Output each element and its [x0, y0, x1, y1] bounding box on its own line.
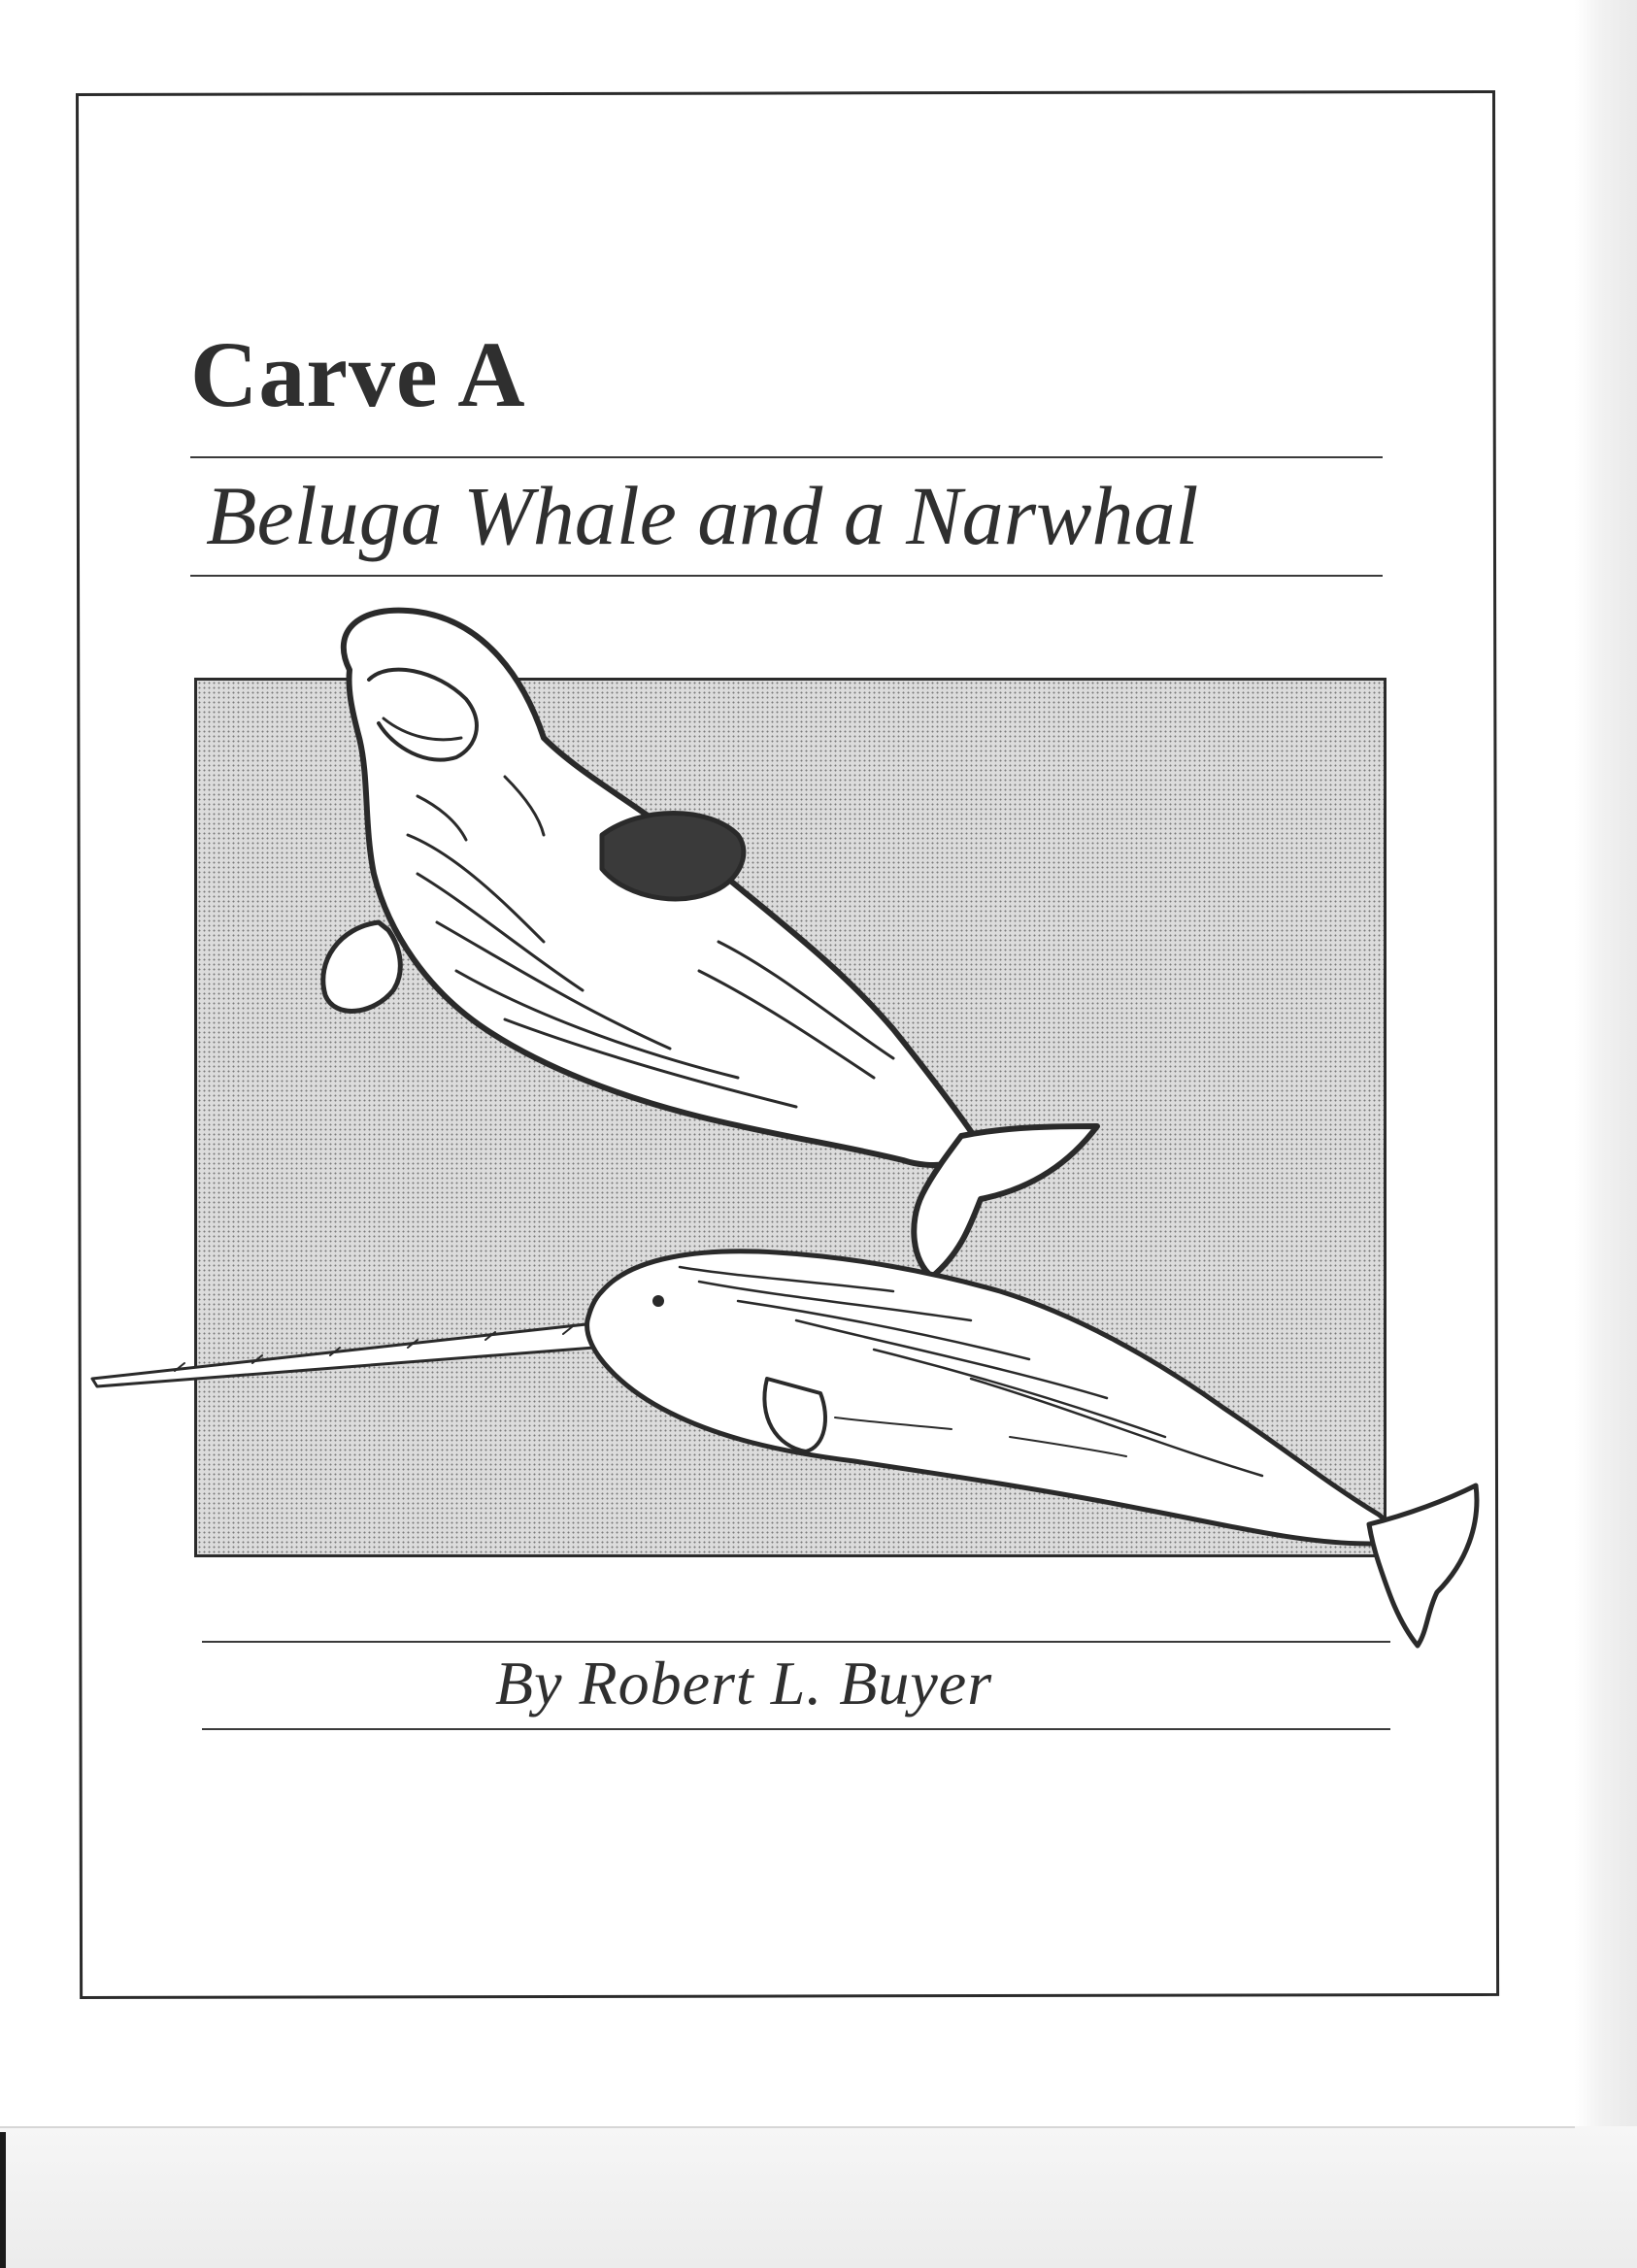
author-rule-bottom [202, 1728, 1390, 1730]
author-rule-top [202, 1641, 1390, 1643]
narwhal-drawing [92, 1251, 1477, 1646]
beluga-whale-drawing [323, 611, 1097, 1277]
author-byline: By Robert L. Buyer [495, 1649, 993, 1718]
title-line-2: Beluga Whale and a Narwhal [206, 469, 1199, 562]
title-line-1: Carve A [190, 322, 526, 426]
